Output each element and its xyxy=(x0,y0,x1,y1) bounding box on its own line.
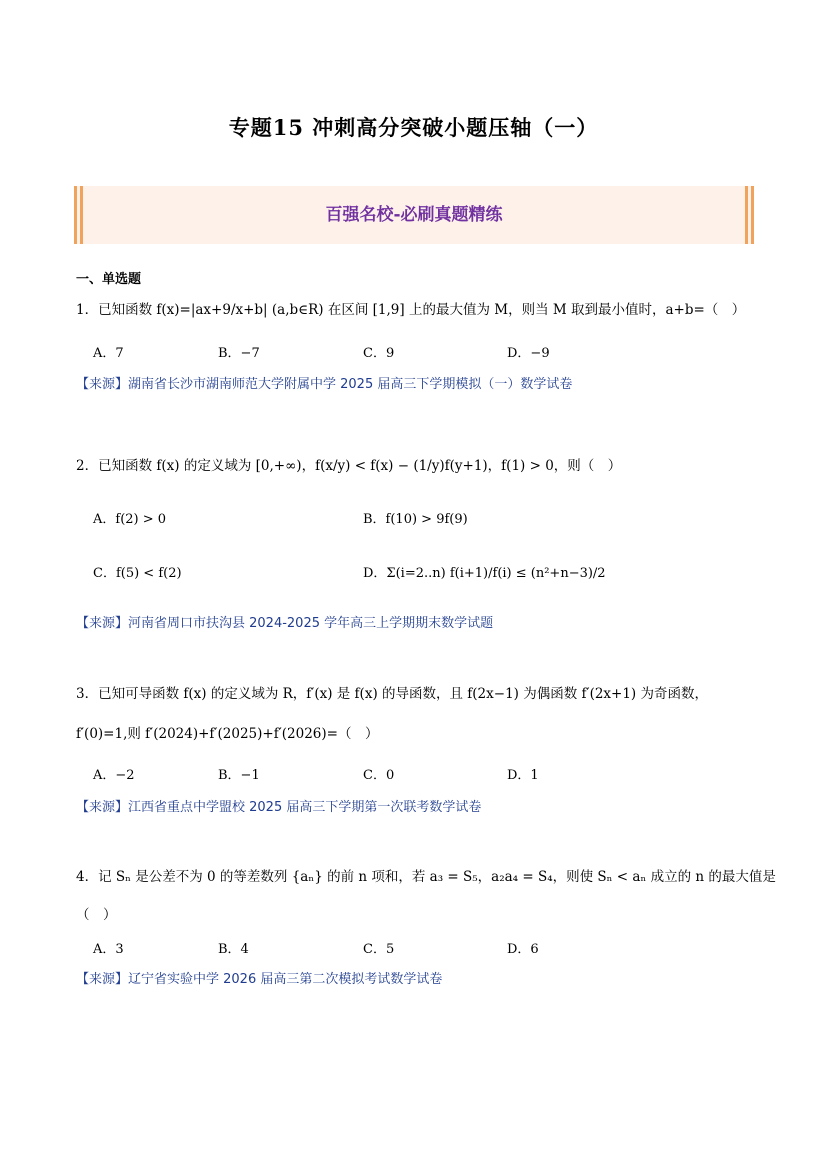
question-2-stem: 2．已知函数 f(x) 的定义域为 [0,+∞)，f(x/y) < f(x) − (1/y)f(y+1)，f(1) > 0，则（ ） xyxy=(76,458,622,474)
question-1-stem: 1．已知函数 f(x)=|ax+9/x+b| (a,b∈R) 在区间 [1,9] 上的最大值为 M，则当 M 取到最小值时，a+b=（ ） xyxy=(76,302,746,318)
question-4-option-c: C．5 xyxy=(363,942,395,957)
question-3-option-c: C．0 xyxy=(363,768,395,783)
question-2-option-b: B．f(10) > 9f(9) xyxy=(363,512,468,527)
question-1-option-c: C．9 xyxy=(363,346,395,361)
question-4-option-a: A．3 xyxy=(93,942,124,957)
question-4-stem-line-2: （ ） xyxy=(76,907,117,923)
section-heading: 一、单选题 xyxy=(76,272,142,287)
question-1-option-d: D．−9 xyxy=(507,346,550,361)
question-4-option-d: D．6 xyxy=(507,942,539,957)
banner-title: 百强名校-必刷真题精练 xyxy=(325,205,503,225)
question-2-option-c: C．f(5) < f(2) xyxy=(93,566,182,581)
question-3-stem-line-2: f′(0)=1,则 f′(2024)+f′(2025)+f′(2026)=（ ） xyxy=(76,726,379,742)
question-3-option-a: A．−2 xyxy=(93,768,135,783)
question-2-option-d: D．Σ(i=2..n) f(i+1)/f(i) ≤ (n²+n−3)/2 xyxy=(363,566,606,581)
page-title: 专题15 冲刺高分突破小题压轴（一） xyxy=(228,115,599,140)
question-3-stem-line-1: 3．已知可导函数 f(x) 的定义域为 R，f′(x) 是 f(x) 的导函数，且 f(2x−1) 为偶函数 f′(2x+1) 为奇函数， xyxy=(76,686,708,702)
question-4-source: 【来源】辽宁省实验中学 2026 届高三第二次模拟考试数学试卷 xyxy=(76,972,443,987)
question-3-option-d: D．1 xyxy=(507,768,539,783)
question-3-source: 【来源】江西省重点中学盟校 2025 届高三下学期第一次联考数学试卷 xyxy=(76,800,482,815)
question-4-option-b: B．4 xyxy=(218,942,249,957)
question-1-option-a: A．7 xyxy=(93,346,124,361)
question-4-stem-line-1: 4．记 Sₙ 是公差不为 0 的等差数列 {aₙ} 的前 n 项和，若 a₃ = S₅，a₂a₄ = S₄，则使 Sₙ < aₙ 成立的 n 的最大值是 xyxy=(76,869,776,885)
section-banner xyxy=(74,186,754,244)
question-1-option-b: B．−7 xyxy=(218,346,260,361)
question-3-option-b: B．−1 xyxy=(218,768,260,783)
question-2-option-a: A．f(2) > 0 xyxy=(93,512,167,527)
question-1-source: 【来源】湖南省长沙市湖南师范大学附属中学 2025 届高三下学期模拟（一）数学试卷 xyxy=(76,377,573,392)
question-2-source: 【来源】河南省周口市扶沟县 2024-2025 学年高三上学期期末数学试题 xyxy=(76,616,494,631)
